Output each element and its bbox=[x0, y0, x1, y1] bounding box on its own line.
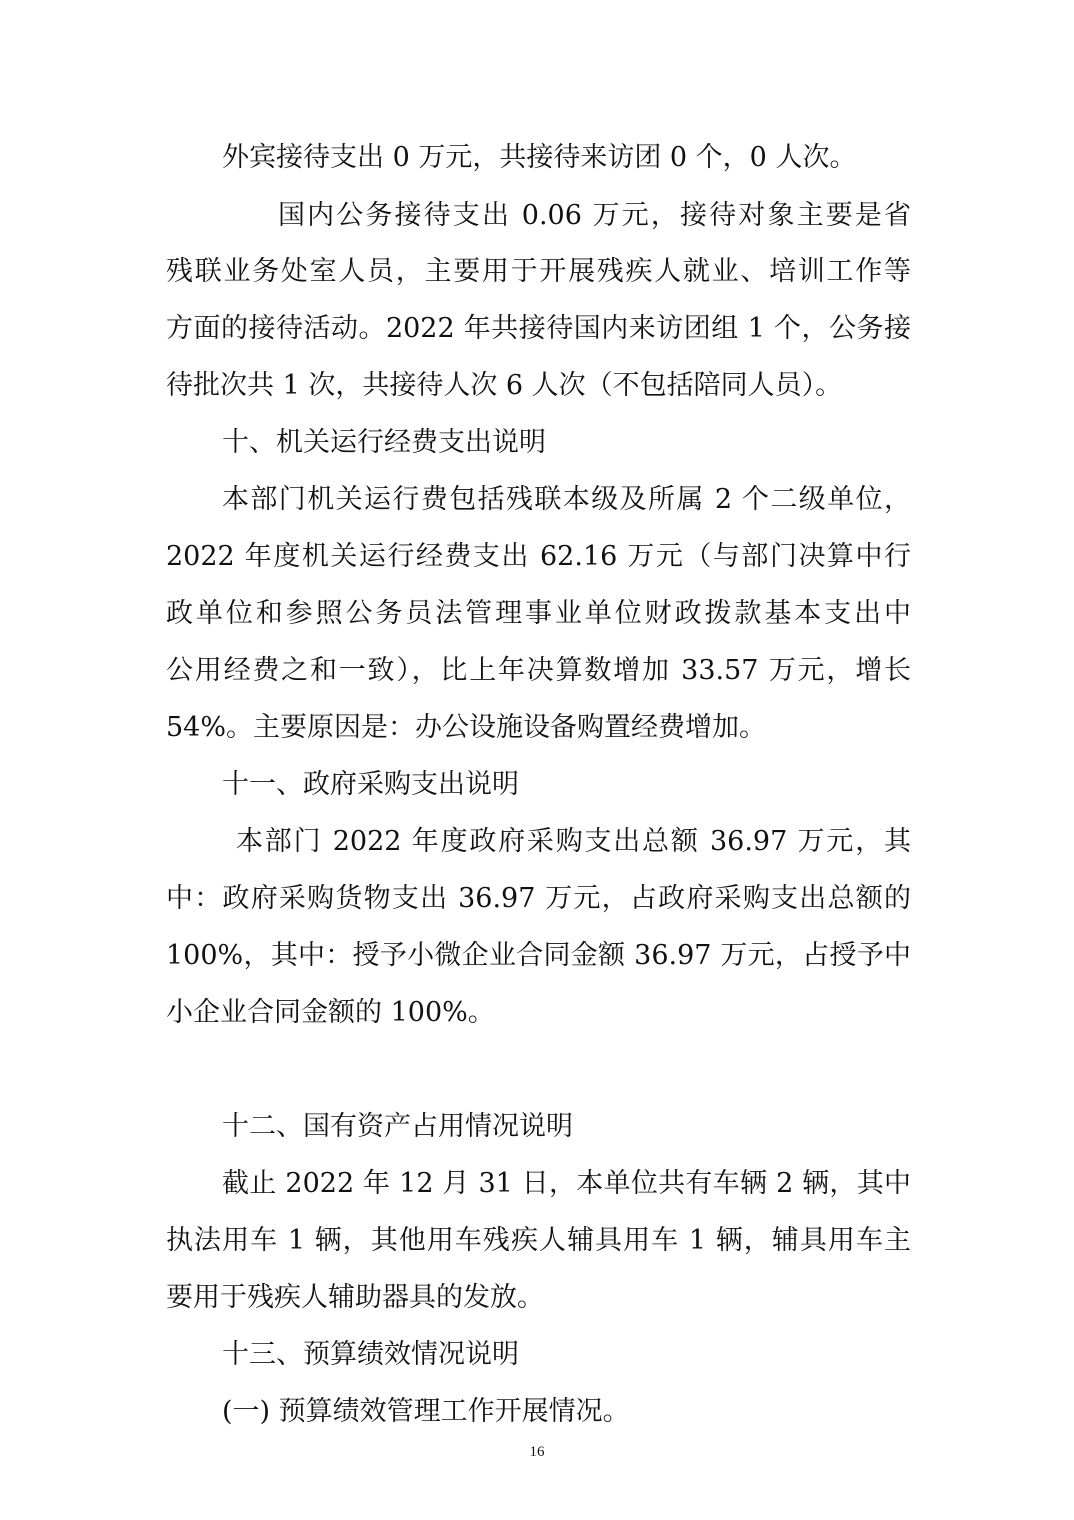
paragraph-line: 方面的接待活动。2022 年共接待国内来访团组 1 个，公务接 bbox=[166, 313, 911, 344]
section-heading: 十一、政府采购支出说明 bbox=[222, 769, 519, 800]
section-heading: 十三、预算绩效情况说明 bbox=[222, 1339, 519, 1370]
paragraph-line: 残联业务处室人员，主要用于开展残疾人就业、培训工作等 bbox=[166, 256, 911, 287]
paragraph-line: 外宾接待支出 0 万元，共接待来访团 0 个，0 人次。 bbox=[222, 142, 857, 173]
paragraph-line: 要用于残疾人辅助器具的发放。 bbox=[166, 1282, 544, 1313]
paragraph-line: 待批次共 1 次，共接待人次 6 人次（不包括陪同人员）。 bbox=[166, 370, 843, 401]
page-number: 16 bbox=[529, 1444, 545, 1460]
paragraph-line: 2022 年度机关运行经费支出 62.16 万元（与部门决算中行 bbox=[166, 541, 911, 572]
paragraph-line: 截止 2022 年 12 月 31 日，本单位共有车辆 2 辆，其中 bbox=[222, 1168, 911, 1199]
paragraph-line: 执法用车 1 辆，其他用车残疾人辅具用车 1 辆，辅具用车主 bbox=[166, 1225, 911, 1256]
subsection-heading: (一) 预算绩效管理工作开展情况。 bbox=[222, 1396, 630, 1427]
section-heading: 十、机关运行经费支出说明 bbox=[222, 427, 546, 458]
paragraph-line: 本部门 2022 年度政府采购支出总额 36.97 万元，其 bbox=[236, 826, 911, 857]
paragraph-line: 本部门机关运行费包括残联本级及所属 2 个二级单位， bbox=[222, 484, 911, 515]
paragraph-line: 公用经费之和一致），比上年决算数增加 33.57 万元，增长 bbox=[166, 655, 911, 686]
paragraph-line: 54%。主要原因是：办公设施设备购置经费增加。 bbox=[166, 712, 767, 743]
paragraph-line: 政单位和参照公务员法管理事业单位财政拨款基本支出中 bbox=[166, 598, 911, 629]
paragraph-line: 100%，其中：授予小微企业合同金额 36.97 万元，占授予中 bbox=[166, 940, 911, 971]
paragraph-line: 小企业合同金额的 100%。 bbox=[166, 997, 495, 1028]
paragraph-line: 中：政府采购货物支出 36.97 万元，占政府采购支出总额的 bbox=[166, 883, 911, 914]
section-heading: 十二、国有资产占用情况说明 bbox=[222, 1111, 573, 1142]
paragraph-line: 国内公务接待支出 0.06 万元，接待对象主要是省 bbox=[278, 200, 911, 231]
